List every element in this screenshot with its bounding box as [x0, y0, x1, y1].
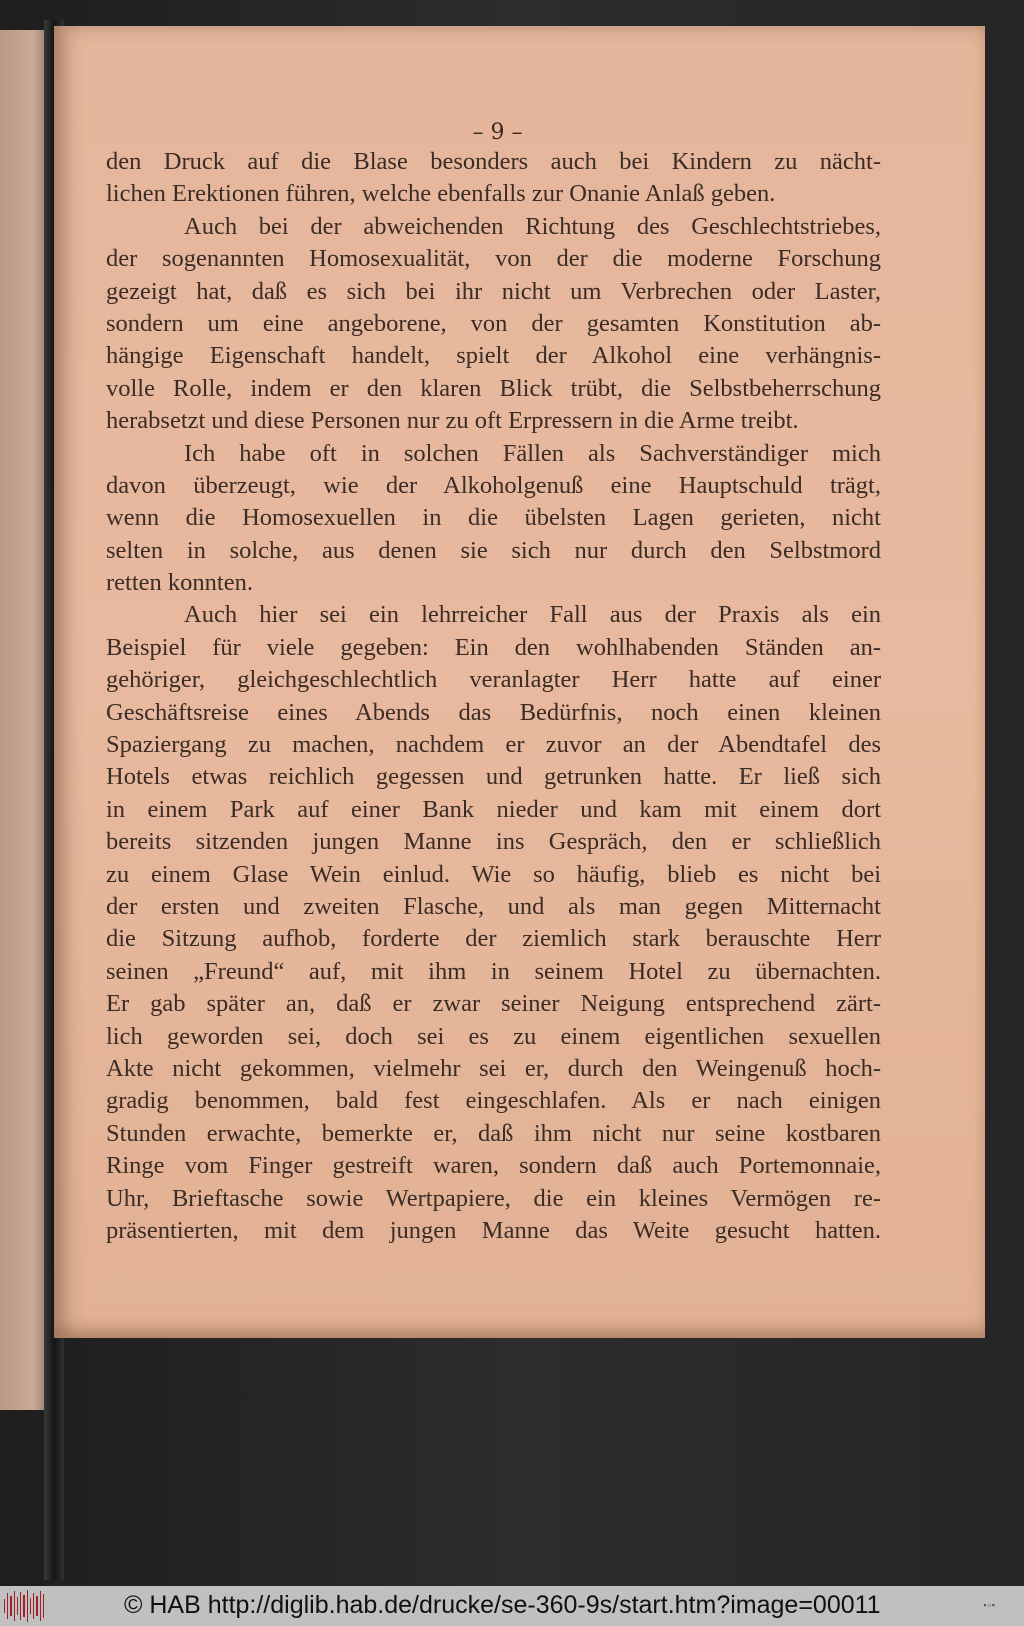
text-line: Akte nicht gekommen, vielmehr sei er, durch den Weingenuß hoch-	[106, 1054, 881, 1082]
text-line: wenn die Homosexuellen in die übelsten Lagen gerieten, nicht	[106, 504, 881, 532]
text-line: gradig benommen, bald fest eingeschlafen. Als er nach einigen	[106, 1087, 881, 1115]
copyright-link[interactable]: © HAB http://diglib.hab.de/drucke/se-360-9s/start.htm?image=00011	[124, 1591, 881, 1619]
page-text	[106, 146, 881, 1247]
text-line: Hotels etwas reichlich gegessen und getrunken hatte. Er ließ sich	[106, 763, 881, 791]
text-line: Er gab später an, daß er zwar seiner Neigung entsprechend zärt-	[106, 990, 881, 1018]
text-line: Ich habe oft in solchen Fällen als Sachverständiger mich	[184, 439, 881, 467]
text-line: der ersten und zweiten Flasche, und als man gegen Mitternacht	[106, 892, 881, 920]
text-line: in einem Park auf einer Bank nieder und kam mit einem dort	[106, 795, 881, 823]
text-line: zu einem Glase Wein einlud. Wie so häufig, blieb es nicht bei	[106, 860, 881, 888]
text-line: herabsetzt und diese Personen nur zu oft Erpressern in die Arme treibt.	[106, 407, 799, 435]
text-line: retten konnten.	[106, 569, 253, 597]
text-line: lichen Erektionen führen, welche ebenfalls zur Onanie Anlaß geben.	[106, 180, 776, 208]
more-icon[interactable]: ▪▫▪	[983, 1600, 996, 1610]
text-line: bereits sitzenden jungen Manne ins Gespräch, den er schließlich	[106, 828, 881, 856]
text-line: Uhr, Brieftasche sowie Wertpapiere, die ein kleines Vermögen re-	[106, 1184, 881, 1212]
text-line: seinen „Freund“ auf, mit ihm in seinem Hotel zu übernachten.	[106, 957, 881, 985]
page-number: – 9 –	[472, 120, 523, 145]
text-line: Beispiel für viele gegeben: Ein den wohlhabenden Ständen an-	[106, 633, 881, 661]
text-line: davon überzeugt, wie der Alkoholgenuß eine Hauptschuld trägt,	[106, 471, 881, 499]
text-line: gezeigt hat, daß es sich bei ihr nicht um Verbrechen oder Laster,	[106, 277, 881, 305]
text-line: lich geworden sei, doch sei es zu einem eigentlichen sexuellen	[106, 1022, 881, 1050]
footer-bar	[0, 1586, 1024, 1626]
text-line: hängige Eigenschaft handelt, spielt der Alkohol eine verhängnis-	[106, 342, 881, 370]
text-line: volle Rolle, indem er den klaren Blick trübt, die Selbstbeherrschung	[106, 374, 881, 402]
text-line: Ringe vom Finger gestreift waren, sondern daß auch Portemonnaie,	[106, 1152, 881, 1180]
text-line: der sogenannten Homosexualität, von der die moderne Forschung	[106, 245, 881, 273]
hab-logo-icon	[4, 1590, 44, 1622]
text-line: die Sitzung aufhob, forderte der ziemlich stark berauschte Herr	[106, 925, 881, 953]
text-line: Geschäftsreise eines Abends das Bedürfnis, noch einen kleinen	[106, 698, 881, 726]
text-line: den Druck auf die Blase besonders auch bei Kindern zu nächt-	[106, 148, 881, 175]
text-line: sondern um eine angeborene, von der gesamten Konstitution ab-	[106, 309, 881, 337]
text-line: selten in solche, aus denen sie sich nur durch den Selbstmord	[106, 536, 881, 564]
text-line: präsentierten, mit dem jungen Manne das Weite gesucht hatten.	[106, 1216, 881, 1244]
text-line: Stunden erwachte, bemerkte er, daß ihm nicht nur seine kostbaren	[106, 1119, 881, 1147]
text-line: gehöriger, gleichgeschlechtlich veranlagter Herr hatte auf einer	[106, 666, 881, 694]
text-line: Auch bei der abweichenden Richtung des Geschlechtstriebes,	[184, 212, 881, 240]
text-line: Spaziergang zu machen, nachdem er zuvor an der Abendtafel des	[106, 731, 881, 759]
text-line: Auch hier sei ein lehrreicher Fall aus der Praxis als ein	[184, 601, 881, 629]
